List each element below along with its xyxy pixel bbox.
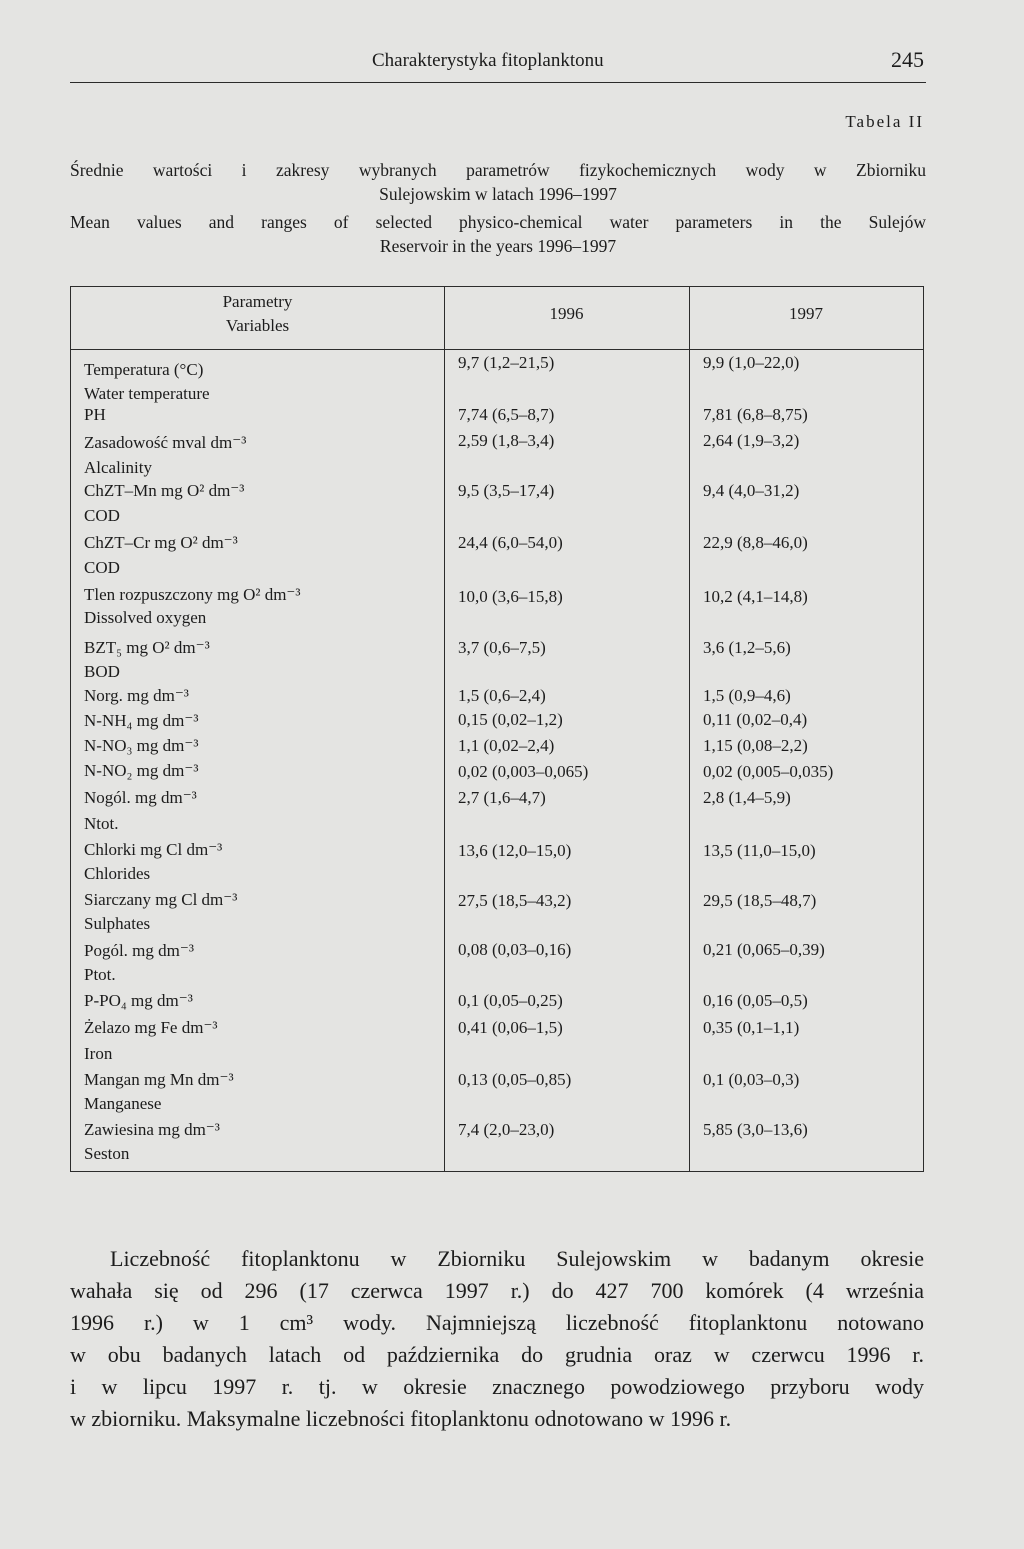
paragraph-line: i w lipcu 1997 r. tj. w okresie znacznego powodziowego przyboru wody: [70, 1374, 924, 1399]
row-parameter: Mangan mg Mn dm⁻³: [84, 1070, 234, 1089]
row-parameter: Chlorki mg Cl dm⁻³: [84, 840, 223, 859]
row-value-1997: 29,5 (18,5–48,7): [703, 891, 817, 910]
row-parameter: Norg. mg dm⁻³: [84, 686, 189, 705]
row-variable: COD: [84, 506, 120, 525]
row-parameter: Zasadowość mval dm⁻³: [84, 433, 247, 452]
row-value-1996: 7,74 (6,5–8,7): [458, 405, 555, 424]
header-var-label: Variables: [225, 316, 290, 335]
row-parameter: ChZT–Cr mg O² dm⁻³: [84, 533, 238, 552]
row-value-1996: 24,4 (6,0–54,0): [458, 533, 563, 552]
paragraph-line: Liczebność fitoplanktonu w Zbiorniku Sulejowskim w badanym okresie: [110, 1246, 924, 1271]
row-value-1996: 3,7 (0,6–7,5): [458, 638, 546, 657]
row-value-1996: 0,1 (0,05–0,25): [458, 991, 563, 1010]
caption-english-line: Reservoir in the years 1996–1997: [379, 236, 617, 256]
row-parameter: PH: [84, 405, 106, 424]
page-number: 245: [891, 47, 924, 72]
row-variable: Water temperature: [84, 384, 210, 403]
row-value-1996: 9,5 (3,5–17,4): [458, 481, 555, 500]
row-parameter: N-NO₃ mg dm⁻³: [84, 736, 199, 755]
row-parameter: N-NO₂ mg dm⁻³: [84, 761, 199, 780]
row-variable: Dissolved oxygen: [84, 608, 207, 627]
row-parameter: Nogól. mg dm⁻³: [84, 788, 197, 807]
row-variable: Iron: [84, 1044, 113, 1063]
row-value-1996: 1,1 (0,02–2,4): [458, 736, 555, 755]
caption-english: [70, 210, 926, 258]
row-variable: Manganese: [84, 1094, 162, 1113]
row-variable: Ptot.: [84, 965, 116, 984]
paragraph-line: w zbiorniku. Maksymalne liczebności fitoplanktonu odnotowano w 1996 r.: [70, 1406, 732, 1431]
row-value-1996: 0,15 (0,02–1,2): [458, 710, 563, 729]
row-variable: COD: [84, 558, 120, 577]
row-value-1997: 0,21 (0,065–0,39): [703, 940, 825, 959]
row-parameter: P-PO₄ mg dm⁻³: [84, 991, 193, 1010]
row-value-1996: 27,5 (18,5–43,2): [458, 891, 572, 910]
row-parameter: N-NH₄ mg dm⁻³: [84, 711, 199, 730]
column-divider: [444, 287, 445, 1171]
caption-polish-line: Średnie wartości i zakresy wybranych parametrów fizykochemicznych wody w Zbiorniku: [70, 160, 926, 180]
row-parameter: Pogól. mg dm⁻³: [84, 941, 194, 960]
row-value-1996: 10,0 (3,6–15,8): [458, 587, 563, 606]
header-year-1996: 1996: [549, 304, 584, 323]
row-value-1997: 9,9 (1,0–22,0): [703, 353, 800, 372]
row-value-1997: 2,8 (1,4–5,9): [703, 788, 791, 807]
row-parameter: Zawiesina mg dm⁻³: [84, 1120, 220, 1139]
row-value-1996: 2,7 (1,6–4,7): [458, 788, 546, 807]
table-label: Tabela II: [845, 112, 924, 131]
row-value-1997: 2,64 (1,9–3,2): [703, 431, 800, 450]
header-param-label: Parametry: [222, 292, 293, 311]
row-value-1997: 7,81 (6,8–8,75): [703, 405, 808, 424]
row-parameter: Tlen rozpuszczony mg O² dm⁻³: [84, 585, 301, 604]
column-divider: [689, 287, 690, 1171]
row-value-1997: 0,02 (0,005–0,035): [703, 762, 834, 781]
row-value-1996: 1,5 (0,6–2,4): [458, 686, 546, 705]
row-value-1996: 0,13 (0,05–0,85): [458, 1070, 572, 1089]
row-value-1997: 0,16 (0,05–0,5): [703, 991, 808, 1010]
row-variable: Seston: [84, 1144, 130, 1163]
row-variable: Alcalinity: [84, 458, 152, 477]
running-title: Charakterystyka fitoplanktonu: [372, 50, 604, 71]
row-value-1996: 9,7 (1,2–21,5): [458, 353, 555, 372]
row-value-1997: 10,2 (4,1–14,8): [703, 587, 808, 606]
row-value-1997: 22,9 (8,8–46,0): [703, 533, 808, 552]
paragraph-line: w obu badanych latach od października do grudnia oraz w czerwcu 1996 r.: [70, 1342, 924, 1367]
header-year-1997: 1997: [789, 304, 823, 323]
row-value-1996: 13,6 (12,0–15,0): [458, 841, 572, 860]
header-divider: [71, 349, 923, 350]
row-variable: Ntot.: [84, 814, 119, 833]
running-header: [70, 47, 926, 83]
row-value-1997: 13,5 (11,0–15,0): [703, 841, 816, 860]
row-value-1997: 1,15 (0,08–2,2): [703, 736, 808, 755]
row-variable: Chlorides: [84, 864, 151, 883]
row-value-1996: 2,59 (1,8–3,4): [458, 431, 555, 450]
row-value-1997: 0,11 (0,02–0,4): [703, 710, 808, 729]
row-value-1996: 0,02 (0,003–0,065): [458, 762, 589, 781]
paragraph-line: wahała się od 296 (17 czerwca 1997 r.) do 427 700 komórek (4 września: [70, 1278, 924, 1303]
row-parameter: ChZT–Mn mg O² dm⁻³: [84, 481, 245, 500]
row-value-1996: 0,41 (0,06–1,5): [458, 1018, 563, 1037]
row-parameter: Żelazo mg Fe dm⁻³: [84, 1018, 218, 1037]
row-value-1997: 1,5 (0,9–4,6): [703, 686, 791, 705]
row-parameter: Temperatura (°C): [84, 360, 204, 379]
row-value-1997: 0,1 (0,03–0,3): [703, 1070, 800, 1089]
row-parameter: BZT₅ mg O² dm⁻³: [84, 638, 210, 657]
row-value-1997: 0,35 (0,1–1,1): [703, 1018, 800, 1037]
data-table: [70, 286, 924, 1172]
row-variable: BOD: [84, 662, 120, 681]
caption-polish-line: Sulejowskim w latach 1996–1997: [379, 184, 617, 204]
row-parameter: Siarczany mg Cl dm⁻³: [84, 890, 238, 909]
header-parameters: [71, 290, 444, 338]
row-value-1996: 0,08 (0,03–0,16): [458, 940, 572, 959]
row-value-1996: 7,4 (2,0–23,0): [458, 1120, 555, 1139]
caption-polish: [70, 158, 926, 206]
row-value-1997: 3,6 (1,2–5,6): [703, 638, 791, 657]
caption-english-line: Mean values and ranges of selected physico-chemical water parameters in the Sulejów: [70, 212, 926, 232]
row-variable: Sulphates: [84, 914, 151, 933]
body-paragraph: [70, 1243, 924, 1435]
paragraph-line: 1996 r.) w 1 cm³ wody. Najmniejszą liczebność fitoplanktonu notowano: [70, 1310, 924, 1335]
row-value-1997: 9,4 (4,0–31,2): [703, 481, 800, 500]
row-value-1997: 5,85 (3,0–13,6): [703, 1120, 808, 1139]
